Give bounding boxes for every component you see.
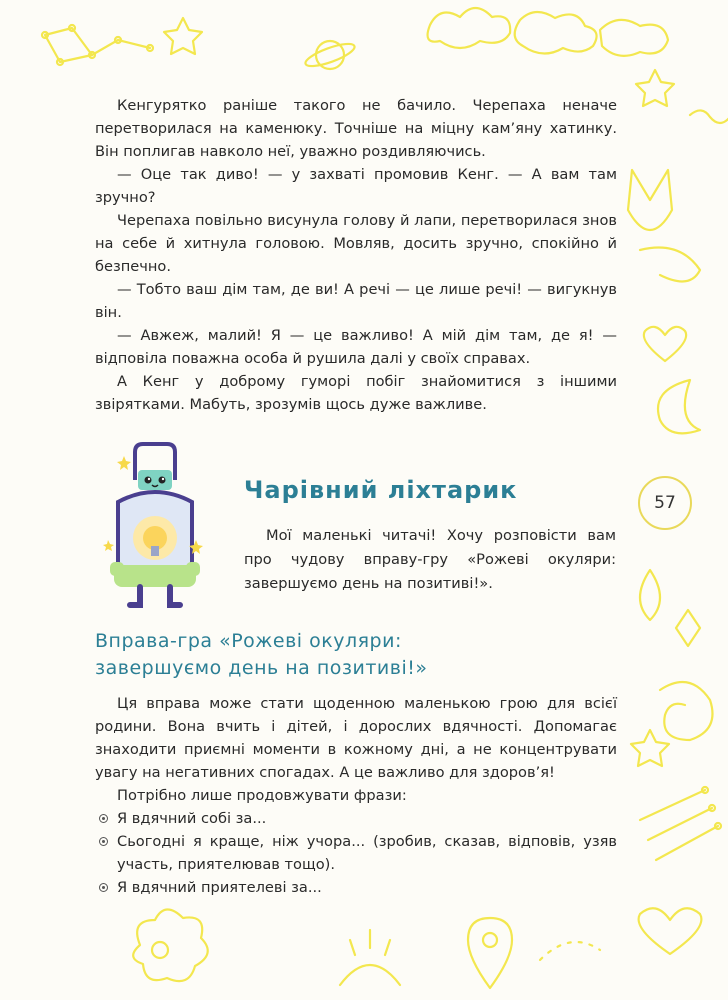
intro-paragraph: Мої маленькі читачі! Хочу розповісти вам про чудову вправу-гру «Рожеві окуляри: завершуємо день на позитиві!».	[244, 527, 616, 592]
lines-doodle	[640, 787, 721, 860]
moon-doodle	[658, 380, 700, 433]
list-item	[95, 807, 617, 830]
constellation-doodle	[42, 25, 153, 65]
exercise-title-line: Вправа-гра «Рожеві окуляри:	[95, 630, 402, 652]
star-doodle	[636, 70, 674, 106]
phrase-list	[95, 807, 617, 899]
exercise-title	[95, 628, 595, 682]
page-number-badge	[638, 476, 692, 530]
flower-doodle	[133, 909, 208, 981]
sun-doodle	[340, 930, 400, 985]
story-paragraph: — Тобто ваш дім там, де ви! А речі — це лише речі! — вигукнув він.	[95, 281, 617, 321]
swirl-doodle	[640, 248, 700, 282]
story-paragraph: — Оце так диво! — у захваті промовив Кенг. — А вам там зручно?	[95, 166, 617, 206]
list-item	[95, 876, 617, 899]
cloud-doodle	[428, 8, 511, 48]
page-number: 57	[654, 493, 676, 513]
spiral-doodle	[660, 682, 713, 740]
drop-doodle	[640, 570, 660, 620]
star-doodle	[164, 18, 202, 54]
exercise-body	[95, 692, 617, 899]
bullet-icon	[99, 883, 108, 892]
list-item-text: Я вдячний собі за...	[117, 810, 267, 827]
star-doodle	[631, 730, 669, 766]
planet-doodle	[303, 40, 357, 71]
story-paragraph: Черепаха повільно висунула голову й лапи, перетворилася знов на себе й хитнула головою. Мовляв, досить зручно, спокійно й безпечно.	[95, 212, 617, 275]
squiggle-doodle	[690, 110, 728, 123]
story-text	[95, 94, 617, 416]
bullet-icon	[99, 814, 108, 823]
list-item-text: Я вдячний приятелеві за...	[117, 879, 322, 896]
heart-doodle	[644, 327, 686, 361]
story-paragraph: А Кенг у доброму гуморі побіг знайомитися з іншими звірятками. Мабуть, зрозумів щось дуже важливе.	[95, 373, 617, 413]
cloud-doodle	[600, 20, 668, 56]
fox-face-doodle	[628, 170, 672, 230]
diamond-doodle	[676, 610, 700, 646]
lantern-mascot-illustration	[100, 440, 210, 620]
story-paragraph: Кенгурятко раніше такого не бачило. Черепаха неначе перетворилася на каменюку. Точніше на міцну кам’яну хатинку. Він поплигав навколо неї, уважно роздивляючись.	[95, 97, 617, 160]
story-paragraph: — Авжеж, малий! Я — це важливо! А мій дім там, де я! — відповіла поважна особа й рушила далі у своїх справах.	[95, 327, 617, 367]
exercise-title-line: завершуємо день на позитиві!»	[95, 657, 428, 679]
exercise-lead: Потрібно лише продовжувати фрази:	[117, 787, 407, 804]
dotted-path-doodle	[540, 942, 600, 960]
section-intro	[244, 524, 616, 596]
exercise-paragraph: Ця вправа може стати щоденною маленькою грою для всієї родини. Вона вчить і дітей, і дорослих вдячності. Допомагає знаходити приємні моменти в кожному дні, а не концентрувати увагу на негативних спогадах. А це важливо для здоров’я!	[95, 695, 617, 781]
list-item-text: Сьогодні я краще, ніж учора... (зробив, сказав, відповів, узяв участь, приятелював тощо).	[117, 833, 617, 873]
bullet-icon	[99, 837, 108, 846]
section-title: Чарівний ліхтарик	[244, 476, 518, 504]
pin-doodle	[468, 918, 512, 988]
heart-doodle	[639, 908, 702, 954]
list-item	[95, 830, 617, 876]
cloud-doodle	[515, 12, 597, 54]
